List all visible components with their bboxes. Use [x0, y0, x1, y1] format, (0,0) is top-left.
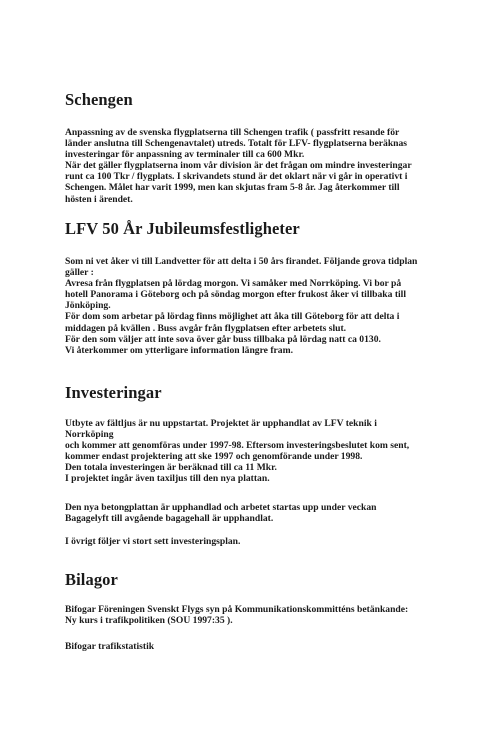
- text-line: länder anslutna till Schengenavtalet) utreds. Totalt för LFV- flygplatserna beräknas: [65, 138, 408, 150]
- paragraph-bilagor-1: [65, 604, 460, 626]
- heading-bilagor: Bilagor: [65, 570, 118, 589]
- text-line: kommer endast projektering att ske 1997 och genomförande under 1998.: [65, 451, 363, 463]
- text-line: Anpassning av de svenska flygplatserna till Schengen trafik ( passfritt resande för: [65, 127, 400, 138]
- text-line: Utbyte av fältljus är nu uppstartat. Projektet är upphandlat av LFV teknik i: [65, 418, 377, 429]
- paragraph-bilagor-2: [65, 641, 460, 652]
- text-line: Norrköping: [65, 429, 114, 441]
- text-line: När det gäller flygplatserna inom vår division är det frågan om mindre investeringar: [65, 160, 412, 172]
- text-line: Schengen. Målet har varit 1999, men kan skjutas fram 5-8 år. Jag återkommer till: [65, 182, 400, 194]
- text-line: I projektet ingår även taxiljus till den nya plattan.: [65, 473, 270, 485]
- text-line: Vi återkommer om ytterligare information längre fram.: [65, 344, 293, 356]
- text-line: För den som väljer att inte sova över går buss tillbaka på lördag natt ca 0130.: [65, 333, 381, 345]
- heading-investeringar: Investeringar: [65, 383, 162, 402]
- text-line: Den totala investeringen är beräknad till ca 11 Mkr.: [65, 462, 277, 474]
- heading-schengen: Schengen: [65, 90, 133, 109]
- paragraph-investeringar-3: [65, 536, 460, 547]
- text-line: investeringar för anpassning av terminaler till ca 600 Mkr.: [65, 149, 305, 161]
- text-line: Bifogar trafikstatistik: [65, 641, 155, 652]
- text-line: middagen på kvällen . Buss avgår från flygplatsen efter arbetets slut.: [65, 322, 347, 334]
- text-line: runt ca 100 Tkr / flygplats. I skrivandets stund är det oklart när vi går in operativt i: [65, 171, 408, 183]
- text-line: hösten i ärendet.: [65, 193, 133, 205]
- paragraph-schengen: [65, 127, 460, 205]
- heading-jubileum: LFV 50 År Jubileumsfestligheter: [65, 219, 300, 238]
- text-line: Bifogar Föreningen Svenskt Flygs syn på Kommunikationskommitténs betänkande:: [65, 604, 409, 615]
- paragraph-investeringar-2: [65, 502, 460, 524]
- paragraph-investeringar-1: [65, 418, 460, 485]
- text-line: Den nya betongplattan är upphandlad och arbetet startas upp under veckan: [65, 502, 377, 513]
- text-line: hotell Panorama i Göteborg och på söndag morgon efter frukost åker vi tillbaka till: [65, 289, 407, 301]
- text-line: Jönköping.: [65, 300, 111, 312]
- text-line: Ny kurs i trafikpolitiken (SOU 1997:35 ).: [65, 615, 233, 627]
- text-line: Bagagelyft till avgående bagagehall är upphandlat.: [65, 513, 274, 525]
- text-line: gäller :: [65, 267, 94, 279]
- paragraph-jubileum: [65, 256, 460, 356]
- text-line: I övrigt följer vi stort sett investeringsplan.: [65, 536, 241, 547]
- text-line: Avresa från flygplatsen på lördag morgon. Vi samåker med Norrköping. Vi bor på: [65, 278, 402, 290]
- text-line: Som ni vet åker vi till Landvetter för att delta i 50 års firandet. Följande grova tidplan: [65, 256, 418, 267]
- text-line: För dom som arbetar på lördag finns möjlighet att åka till Göteborg för att delta i: [65, 311, 400, 323]
- text-line: och kommer att genomföras under 1997-98. Eftersom investeringsbeslutet kom sent,: [65, 440, 410, 452]
